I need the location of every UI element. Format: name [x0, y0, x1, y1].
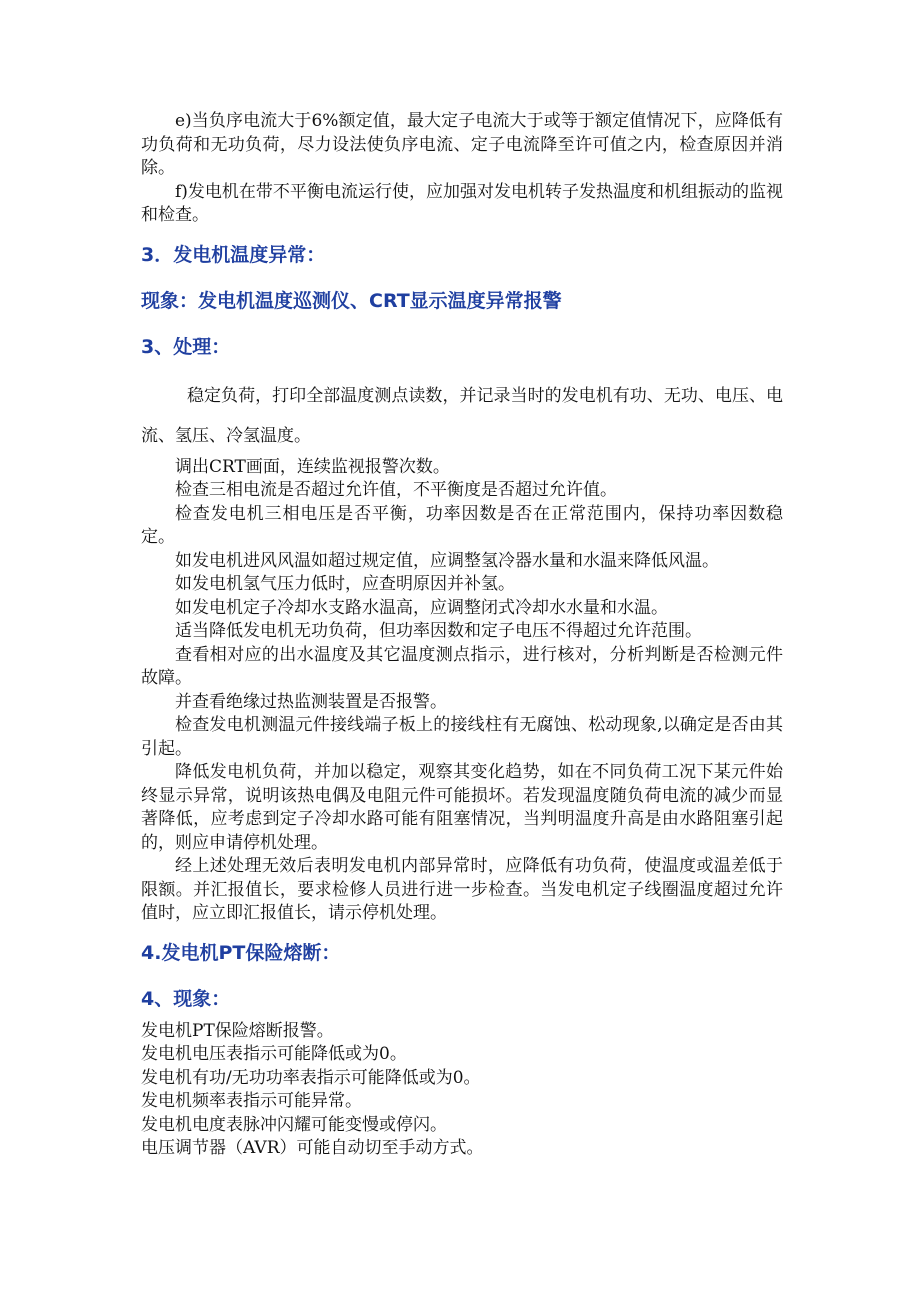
paragraph-e: e)当负序电流大于6%额定值，最大定子电流大于或等于额定值情况下，应降低有功负荷和无功负荷，尽力设法使负序电流、定子电流降至许可值之内，检查原因并消除。: [141, 111, 783, 178]
paragraph-f: f)发电机在带不平衡电流运行使，应加强对发电机转子发热温度和机组振动的监视和检查。: [141, 181, 783, 225]
treatment-item: 稳定负荷，打印全部温度测点读数，并记录当时的发电机有功、无功、电压、电流、氢压、冷氢温度。: [141, 385, 783, 446]
section-heading-temperature: 3．发电机温度异常：: [141, 243, 326, 266]
phenomenon-item: 发电机电压表指示可能降低或为0。: [141, 1044, 407, 1064]
treatment-item: 检查发电机测温元件接线端子板上的接线柱有无腐蚀、松动现象,以确定是否由其引起。: [141, 715, 783, 759]
treatment-item: 检查三相电流是否超过允许值，不平衡度是否超过允许值。: [175, 480, 617, 500]
treatment-item: 查看相对应的出水温度及其它温度测点指示，进行核对，分析判断是否检测元件故障。: [141, 644, 783, 688]
treatment-item: 并查看绝缘过热监测装置是否报警。: [175, 691, 447, 712]
phenomenon-item: 发电机有功/无功功率表指示可能降低或为0。: [141, 1067, 481, 1088]
treatment-item: 如发电机定子冷却水支路水温高，应调整闭式冷却水水量和水温。: [175, 597, 668, 618]
phenomenon-item: 发电机频率表指示可能异常。: [141, 1091, 362, 1111]
section-heading-pt-fuse: 4.发电机PT保险熔断：: [141, 941, 341, 964]
treatment-item: 适当降低发电机无功负荷，但功率因数和定子电压不得超过允许范围。: [175, 621, 702, 641]
phenomenon-item: 电压调节器（AVR）可能自动切至手动方式。: [141, 1138, 484, 1158]
phenomenon-item: 发电机PT保险熔断报警。: [141, 1020, 334, 1041]
treatment-heading: 3、处理：: [141, 335, 231, 358]
treatment-item: 经上述处理无效后表明发电机内部异常时，应降低有功负荷，使温度或温差低于限额。并汇报值长，要求检修人员进行进一步检查。当发电机定子线圈温度超过允许值时，应立即汇报值长，请示停机处理。: [141, 856, 783, 923]
treatment-item: 检查发电机三相电压是否平衡，功率因数是否在正常范围内，保持功率因数稳定。: [141, 503, 783, 547]
treatment-item: 如发电机进风风温如超过规定值，应调整氢冷器水量和水温来降低风温。: [175, 550, 719, 571]
phenomenon-item: 发电机电度表脉冲闪耀可能变慢或停闪。: [141, 1114, 447, 1135]
treatment-item: 如发电机氢气压力低时，应查明原因并补氢。: [175, 574, 515, 594]
document-page: [141, 110, 783, 1161]
treatment-item: 调出CRT画面，连续监视报警次数。: [175, 456, 450, 477]
treatment-item: 降低发电机负荷，并加以稳定，观察其变化趋势，如在不同负荷工况下某元件始终显示异常，说明该热电偶及电阻元件可能损坏。若发现温度随负荷电流的减少而显著降低，应考虑到定子冷却水路可能有阻塞情况，当判明温度升高是由水路阻塞引起的，则应申请停机处理。: [141, 762, 783, 853]
pt-phenomenon-heading: 4、现象：: [141, 987, 231, 1010]
phenomenon-heading: 现象：发电机温度巡测仪、CRT显示温度异常报警: [141, 289, 562, 312]
